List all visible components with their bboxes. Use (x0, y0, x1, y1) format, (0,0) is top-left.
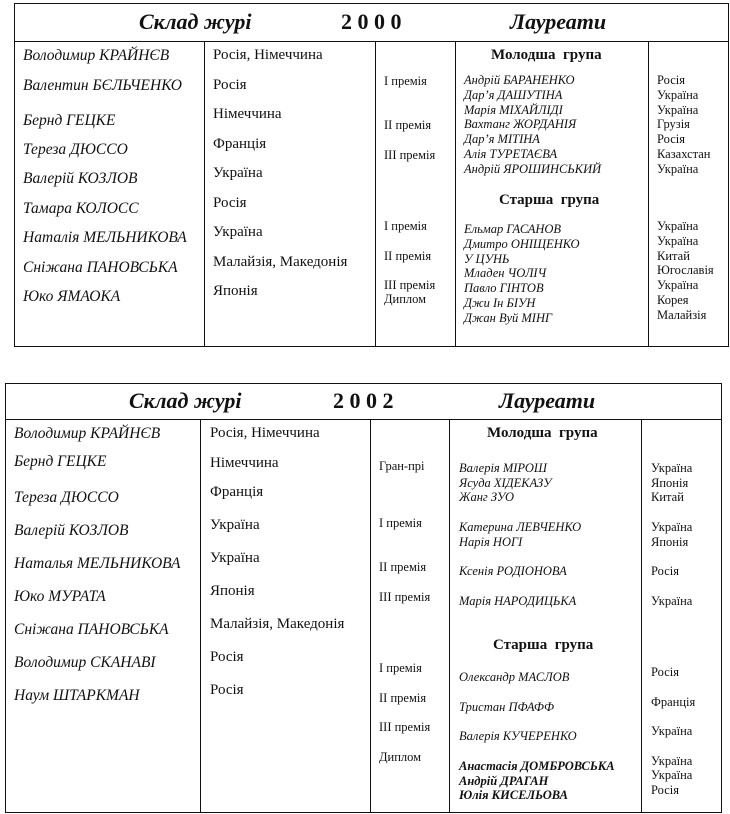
prize-label: I премія (384, 219, 427, 233)
laureate-name: Андрій ЯРОШИНСЬКИЙ (464, 161, 602, 176)
laureate-country: Україна (657, 219, 699, 233)
jury-country: Україна (213, 165, 263, 181)
laureate-name: Ельмар ГАСАНОВ (464, 222, 562, 236)
jury-name: Бернд ГЕЦКЕ (14, 453, 107, 470)
jury-name: Володимир КРАЙНЄВ (23, 47, 170, 64)
laureate-country: Росія (657, 132, 685, 147)
laureate-country: Китай (657, 248, 690, 263)
jury-country: Малайзія, Македонія (213, 254, 348, 270)
laureate-country: Україна (657, 102, 699, 117)
group-title-junior: Молодша група (491, 47, 602, 63)
group-title-senior: Старша група (499, 192, 600, 208)
group-title-junior: Молодша група (487, 425, 598, 441)
prize-label: III премія (384, 148, 436, 162)
jury-country: Японія (213, 283, 258, 299)
jury-country: Україна (210, 517, 260, 533)
laureate-country: Україна (651, 461, 693, 475)
jury-name: Сніжана ПАНОВСЬКА (23, 259, 178, 276)
laureate-country: Україна (657, 87, 699, 102)
jury-country: Україна (210, 550, 260, 566)
laureate-country: Югославія (657, 263, 714, 278)
jury-country: Росія, Німеччина (210, 425, 320, 441)
prize-label: I премія (379, 516, 422, 530)
jury-country: Японія (210, 583, 255, 599)
column-divider (648, 41, 649, 346)
table-header (6, 384, 721, 420)
laureates-list (464, 73, 601, 177)
jury-country: Німеччина (210, 455, 279, 471)
column-divider (455, 41, 456, 346)
group-title-senior: Старша група (493, 637, 594, 653)
laureate-country: Корея (657, 292, 689, 307)
laureates-country-list (657, 219, 714, 323)
jury-country: Росія (213, 77, 247, 93)
jury-name: Наталія МЕЛЬНИКОВА (23, 229, 187, 246)
laureate-name: Дар’я МІТІНА (464, 132, 540, 147)
prize-label: I премія (384, 74, 427, 88)
table-2002 (5, 383, 722, 813)
year-label: 2 0 0 0 (341, 9, 402, 34)
laureate-country: Україна (651, 754, 693, 768)
laureate-name: Валерія КУЧЕРЕНКО (459, 729, 577, 743)
laureates-list (464, 222, 580, 326)
laureate-name: Андрій ДРАГАН (459, 774, 549, 788)
jury-name: Валентин БЄЛЬЧЕНКО (23, 77, 182, 94)
prize-label: Гран-прі (379, 459, 425, 473)
laureate-country: Україна (651, 724, 693, 738)
prize-label: Диплом (384, 292, 427, 306)
laureate-name: Джи Ін БІУН (464, 295, 536, 310)
laureate-name: Тристан ПФАФФ (459, 700, 555, 714)
laureate-name: Валерія МІРОШ (459, 461, 547, 475)
laureate-country: Україна (657, 161, 699, 176)
column-divider (370, 419, 371, 812)
laureate-country: Україна (651, 768, 693, 782)
jury-name: Тереза ДЮССО (14, 489, 119, 506)
laureate-name: Младен ЧОЛІЧ (464, 266, 547, 281)
laureate-name: Юлія КИСЕЛЬОВА (459, 788, 568, 802)
prize-label: III премія (379, 590, 431, 604)
jury-name: Володимир СКАНАВІ (14, 654, 156, 671)
jury-name: Юко ЯМАОКА (23, 288, 121, 305)
column-divider (204, 41, 205, 346)
table-2000 (14, 3, 729, 347)
jury-country: Малайзія, Македонія (210, 616, 345, 632)
prize-label: II премія (384, 118, 432, 132)
laureate-name: Олександр МАСЛОВ (459, 670, 570, 684)
jury-country: Франція (210, 484, 264, 500)
jury-name: Володимир КРАЙНЄВ (14, 425, 161, 442)
jury-title: Склад журі (139, 9, 252, 34)
jury-country: Франція (213, 136, 267, 152)
jury-country: Росія (210, 649, 244, 665)
laureates-country-list (657, 73, 711, 177)
jury-country: Україна (213, 224, 263, 240)
laureate-country: Китай (651, 490, 684, 504)
column-divider (375, 41, 376, 346)
jury-country: Росія (213, 195, 247, 211)
laureate-country: Україна (651, 594, 693, 608)
laureate-country: Росія (651, 564, 679, 578)
jury-country: Росія, Німеччина (213, 47, 323, 63)
jury-name: Сніжана ПАНОВСЬКА (14, 621, 169, 638)
laureate-country: Японія (651, 476, 689, 490)
laureate-country: Франція (651, 695, 696, 709)
laureate-name: У ЦУНЬ (464, 251, 510, 266)
jury-country: Німеччина (213, 106, 282, 122)
jury-name: Наум ШТАРКМАН (14, 687, 140, 704)
laureate-name: Нарія НОГІ (459, 535, 523, 549)
jury-name: Наталья МЕЛЬНИКОВА (14, 555, 181, 572)
jury-title: Склад журі (129, 388, 242, 413)
laureates-title: Лауреати (510, 9, 607, 34)
laureate-name: Вахтанг ЖОРДАНІЯ (464, 117, 577, 132)
jury-name: Валерій КОЗЛОВ (14, 522, 129, 539)
prize-label: I премія (379, 661, 422, 675)
table-header (15, 4, 728, 42)
prize-label: III премія (384, 278, 436, 292)
laureate-country: Малайзія (657, 307, 707, 322)
laureate-country: Україна (657, 233, 699, 248)
prize-label: III премія (379, 720, 431, 734)
jury-country: Росія (210, 682, 244, 698)
laureate-name: Жанг ЗУО (459, 490, 515, 504)
laureate-country: Японія (651, 535, 689, 549)
laureates-title: Лауреати (499, 388, 596, 413)
laureate-country: Росія (651, 665, 679, 679)
laureate-name: Дар’я ДАШУТІНА (464, 87, 563, 102)
prize-label: II премія (384, 249, 432, 263)
laureate-country: Грузія (657, 117, 690, 132)
laureate-name: Ясуда ХІДЕКАЗУ (459, 476, 552, 490)
prize-label: II премія (379, 560, 427, 574)
jury-name: Тереза ДЮССО (23, 141, 128, 158)
column-divider (641, 419, 642, 812)
laureate-name: Марія НАРОДИЦЬКА (459, 594, 577, 608)
laureate-country: Росія (651, 783, 679, 797)
laureate-country: Україна (651, 520, 693, 534)
laureate-name: Ксенія РОДІОНОВА (459, 564, 567, 578)
laureate-name: Джан Вуй МІНГ (464, 310, 553, 325)
laureate-name: Катерина ЛЕВЧЕНКО (459, 520, 582, 534)
laureate-country: Росія (657, 73, 685, 87)
column-divider (200, 419, 201, 812)
laureate-name: Андрій БАРАНЕНКО (464, 73, 575, 87)
jury-name: Валерій КОЗЛОВ (23, 170, 138, 187)
prize-label: II премія (379, 691, 427, 705)
laureate-name: Алія ТУРЕТАЄВА (464, 146, 558, 161)
laureate-name: Марія МІХАЙЛІДІ (464, 102, 563, 117)
laureate-name: Анастасія ДОМБРОВСЬКА (459, 759, 615, 773)
year-label: 2 0 0 2 (333, 388, 394, 413)
laureate-country: Казахстан (657, 146, 711, 161)
jury-name: Тамара КОЛОСС (23, 200, 139, 217)
jury-name: Юко МУРАТА (14, 588, 106, 605)
prize-label: Диплом (379, 750, 422, 764)
column-divider (449, 419, 450, 812)
laureate-country: Україна (657, 278, 699, 293)
jury-name: Бернд ГЕЦКЕ (23, 112, 116, 129)
laureate-name: Дмитро ОНІЩЕНКО (464, 236, 580, 251)
laureate-name: Павло ГІНТОВ (464, 281, 544, 296)
